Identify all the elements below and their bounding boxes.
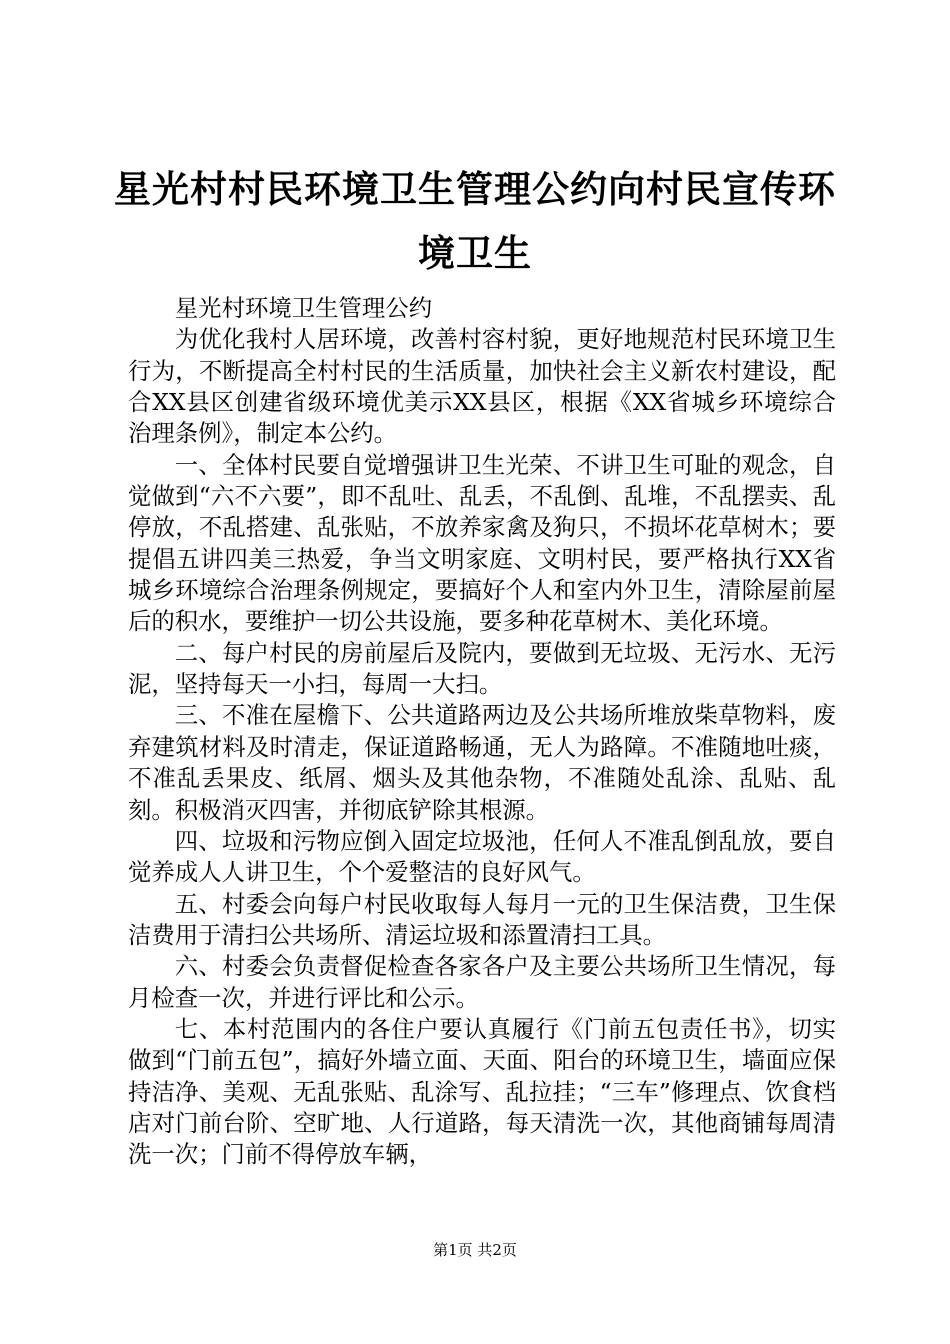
article-7-paragraph: 七、本村范围内的各住户要认真履行《门前五包责任书》，切实做到“门前五包”，搞好外墙立面、天面、阳台的环境卫生，墙面应保持洁净、美观、无乱张贴、乱涂写、乱拉挂；“三车”修理点、饮食档店对门前台阶、空旷地、人行道路，每天清洗一次，其他商铺每周清洗一次；门前不得停放车辆，	[128, 1014, 836, 1169]
article-4-paragraph: 四、垃圾和污物应倒入固定垃圾池，任何人不准乱倒乱放，要自觉养成人人讲卫生，个个爱整洁的良好风气。	[128, 826, 836, 887]
article-1-paragraph: 一、全体村民要自觉增强讲卫生光荣、不讲卫生可耻的观念，自觉做到“六不六要”，即不乱吐、乱丢，不乱倒、乱堆，不乱摆卖、乱停放，不乱搭建、乱张贴，不放养家禽及狗只，不损坏花草树木；要提倡五讲四美三热爱，争当文明家庭、文明村民，要严格执行XX省城乡环境综合治理条例规定，要搞好个人和室内外卫生，清除屋前屋后的积水，要维护一切公共设施，要多种花草树木、美化环境。	[128, 450, 836, 636]
page-title: 星光村村民环境卫生管理公约向村民宣传环境卫生	[114, 168, 836, 275]
article-5-paragraph: 五、村委会向每户村民收取每人每月一元的卫生保洁费，卫生保洁费用于清扫公共场所、清运垃圾和添置清扫工具。	[128, 889, 836, 949]
article-3-paragraph: 三、不准在屋檐下、公共道路两边及公共场所堆放柴草物料，废弃建筑材料及时清走，保证道路畅通，无人为路障。不准随地吐痰，不准乱丢果皮、纸屑、烟头及其他杂物，不准随处乱涂、乱贴、乱刻。积极消灭四害，并彻底铲除其根源。	[128, 701, 836, 824]
document-body	[128, 293, 836, 1171]
article-2-paragraph: 二、每户村民的房前屋后及院内，要做到无垃圾、无污水、无污泥，坚持每天一小扫，每周一大扫。	[128, 638, 836, 699]
article-6-paragraph: 六、村委会负责督促检查各家各户及主要公共场所卫生情况，每月检查一次，并进行评比和公示。	[128, 952, 836, 1012]
preamble-paragraph: 为优化我村人居环境，改善村容村貌，更好地规范村民环境卫生行为，不断提高全村村民的生活质量，加快社会主义新农村建设，配合XX县区创建省级环境优美示XX县区，根据《XX省城乡环境综合治理条例》，制定本公约。	[128, 325, 836, 448]
page-indicator: 第1页 共2页	[433, 1241, 517, 1259]
subtitle-paragraph: 星光村环境卫生管理公约	[174, 294, 433, 322]
